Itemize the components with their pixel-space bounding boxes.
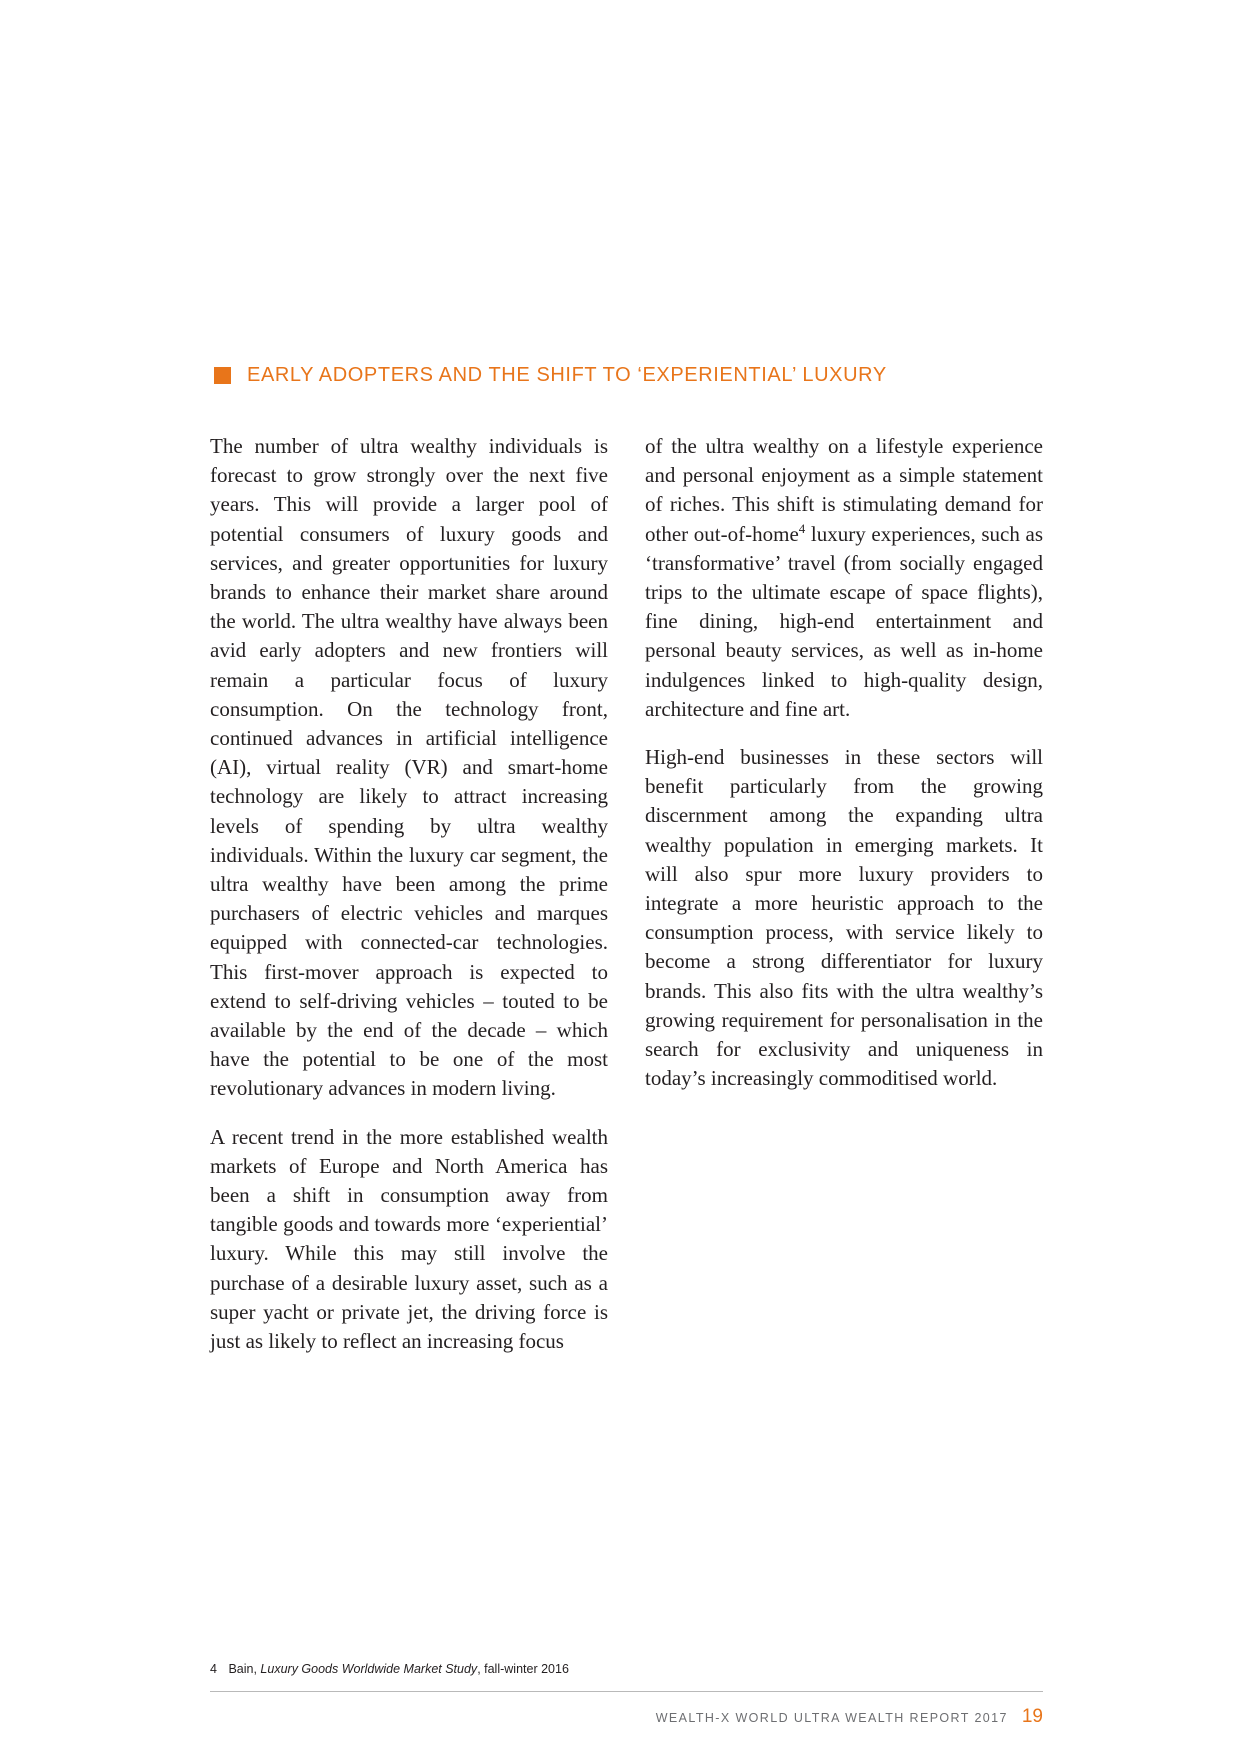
body-paragraph: A recent trend in the more established wealth markets of Europe and North America has been a shift in consumption away from tangible goods and towards more ‘experiential’ luxury. While this may still involve the purchase of a desirable luxury asset, such as a super yacht or private jet, the driving force is just as likely to reflect an increasing focus [210,1124,608,1354]
square-bullet-icon [214,367,231,384]
left-column [210,432,608,1375]
body-paragraph [645,432,1043,724]
section-title: EARLY ADOPTERS AND THE SHIFT TO ‘EXPERIENTIAL’ LUXURY [247,364,887,386]
page-number: 19 [1021,1706,1043,1727]
footnote-reference[interactable]: 4 [798,520,806,536]
section-heading [214,364,887,387]
paragraph-text: luxury experiences, such as ‘transformative’ travel (from socially engaged trips to the ultimate escape of space flights), fine dining, high-end entertainment and personal beauty services, as well as in-home indulgences linked to high-quality design, architecture and fine art. [645,521,1043,721]
footnote-number: 4 [210,1662,217,1676]
body-paragraph: The number of ultra wealthy individuals is forecast to grow strongly over the next five years. This will provide a larger pool of potential consumers of luxury goods and services, and greater opportunities for luxury brands to enhance their market share around the world. The ultra wealthy have always been avid early adopters and new frontiers will remain a particular focus of luxury consumption. On the technology front, continued advances in artificial intelligence (AI), virtual reality (VR) and smart-home technology are likely to attract increasing levels of spending by ultra wealthy individuals. Within the luxury car segment, the ultra wealthy have been among the prime purchasers of electric vehicles and marques equipped with connected-car technologies. This first-mover approach is expected to extend to self-driving vehicles – touted to be available by the end of the decade – which have the potential to be one of the most revolutionary advances in modern living. [210,434,608,1101]
paragraph-text: of the ultra wealthy on a lifestyle experience and personal enjoyment as a simple statement of riches. This shift is stimulating demand for other out-of-home [645,434,1043,546]
footnote [210,1662,569,1676]
footer-divider [210,1691,1043,1692]
report-title: WEALTH-X WORLD ULTRA WEALTH REPORT 2017 [655,1711,1008,1725]
footnote-source: Bain, [228,1662,257,1676]
footnote-edition: , fall-winter 2016 [477,1662,569,1676]
right-column [645,432,1043,1112]
footnote-title: Luxury Goods Worldwide Market Study [260,1662,478,1676]
page-footer [656,1706,1043,1728]
body-paragraph: High-end businesses in these sectors will benefit particularly from the growing discernment among the expanding ultra wealthy population in emerging markets. It will also spur more luxury providers to integrate a more heuristic approach to the consumption process, with service likely to become a strong differentiator for luxury brands. This also fits with the ultra wealthy’s growing requirement for personalisation in the search for exclusivity and uniqueness in today’s increasingly commoditised world. [645,745,1043,1091]
